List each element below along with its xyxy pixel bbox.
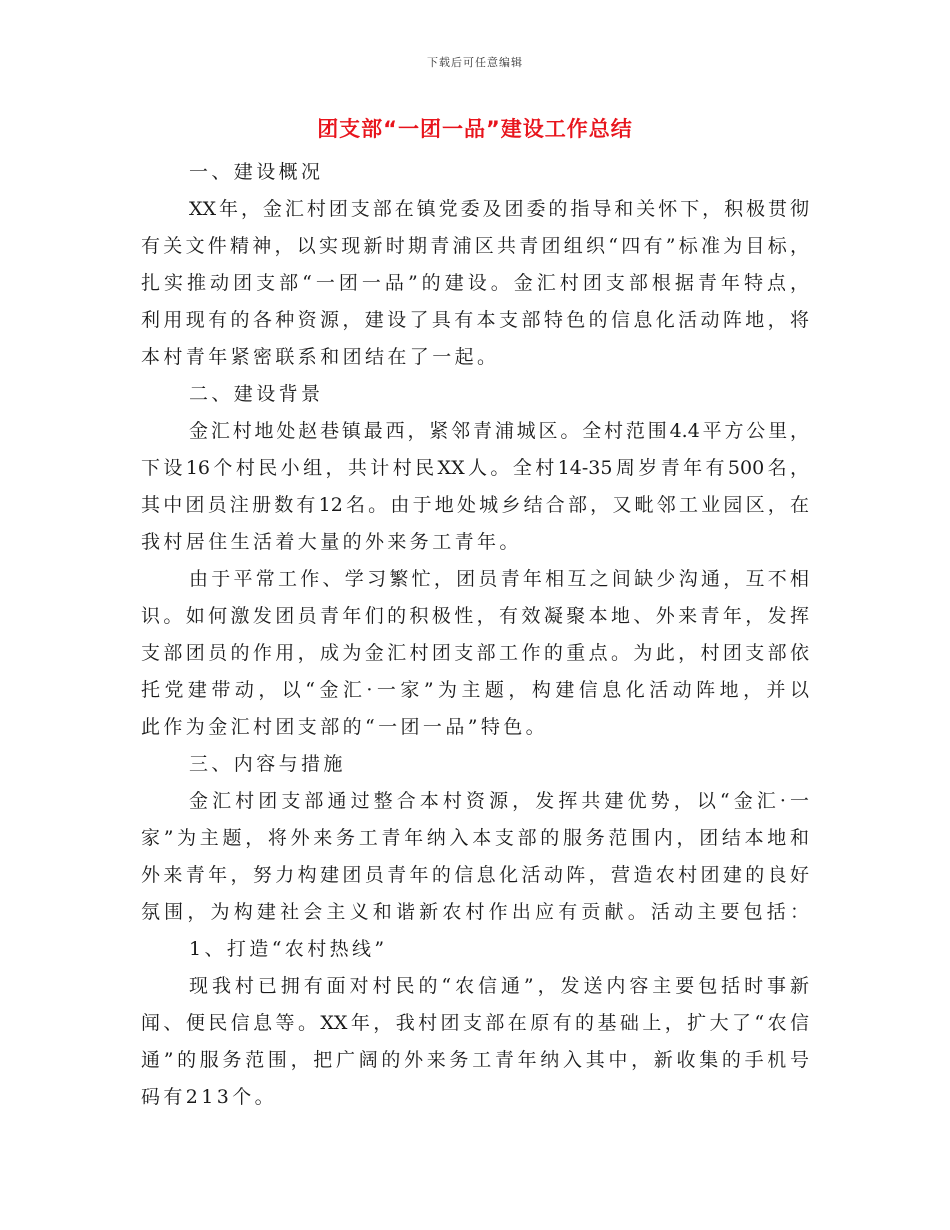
- header-note: 下载后可任意编辑: [427, 56, 523, 69]
- body-line: 闻、便民信息等。XX年，我村团支部在原有的基础上，扩大了“农信: [141, 1012, 809, 1034]
- body-line: 识。如何激发团员青年们的积极性，有效凝聚本地、外来青年，发挥: [141, 605, 809, 627]
- body-line: 一、建设概况: [189, 161, 324, 183]
- document-title: 团支部“一团一品”建设工作总结: [317, 117, 633, 141]
- body-line: 下设16个村民小组，共计村民XX人。全村14-35周岁青年有500名，: [141, 457, 809, 479]
- body-line: 码有213个。: [141, 1086, 278, 1108]
- body-line: 本村青年紧密联系和团结在了一起。: [141, 346, 500, 368]
- document-body: [141, 154, 809, 1116]
- body-line: 托党建带动，以“金汇·一家”为主题，构建信息化活动阵地，并以: [141, 679, 809, 701]
- body-line: 外来青年，努力构建团员青年的信息化活动阵，营造农村团建的良好: [141, 864, 809, 886]
- body-line: 支部团员的作用，成为金汇村团支部工作的重点。为此，村团支部依: [141, 642, 809, 664]
- body-line: 有关文件精神，以实现新时期青浦区共青团组织“四有”标准为目标，: [141, 235, 809, 257]
- body-line: 氛围，为构建社会主义和谐新农村作出应有贡献。活动主要包括：: [141, 901, 809, 923]
- body-line: 二、建设背景: [189, 383, 324, 405]
- body-line: 三、内容与措施: [189, 753, 346, 775]
- body-line: 利用现有的各种资源，建设了具有本支部特色的信息化活动阵地，将: [141, 309, 809, 331]
- body-line: 金汇村团支部通过整合本村资源，发挥共建优势，以“金汇·一: [189, 790, 809, 812]
- body-line: 1、打造“农村热线”: [189, 938, 388, 960]
- body-line: 通”的服务范围，把广阔的外来务工青年纳入其中，新收集的手机号: [141, 1049, 809, 1071]
- body-line: 我村居住生活着大量的外来务工青年。: [141, 531, 522, 553]
- body-line: XX年，金汇村团支部在镇党委及团委的指导和关怀下，积极贯彻: [189, 198, 809, 220]
- body-line: 金汇村地处赵巷镇最西，紧邻青浦城区。全村范围4.4平方公里，: [189, 420, 809, 442]
- body-line: 家”为主题，将外来务工青年纳入本支部的服务范围内，团结本地和: [141, 827, 809, 849]
- body-line: 扎实推动团支部“一团一品”的建设。金汇村团支部根据青年特点，: [141, 272, 809, 294]
- body-line: 由于平常工作、学习繁忙，团员青年相互之间缺少沟通，互不相: [189, 568, 809, 590]
- body-line: 此作为金汇村团支部的“一团一品”特色。: [141, 716, 549, 738]
- body-line: 其中团员注册数有12名。由于地处城乡结合部，又毗邻工业园区，在: [141, 494, 809, 516]
- body-line: 现我村已拥有面对村民的“农信通”，发送内容主要包括时事新: [189, 975, 809, 997]
